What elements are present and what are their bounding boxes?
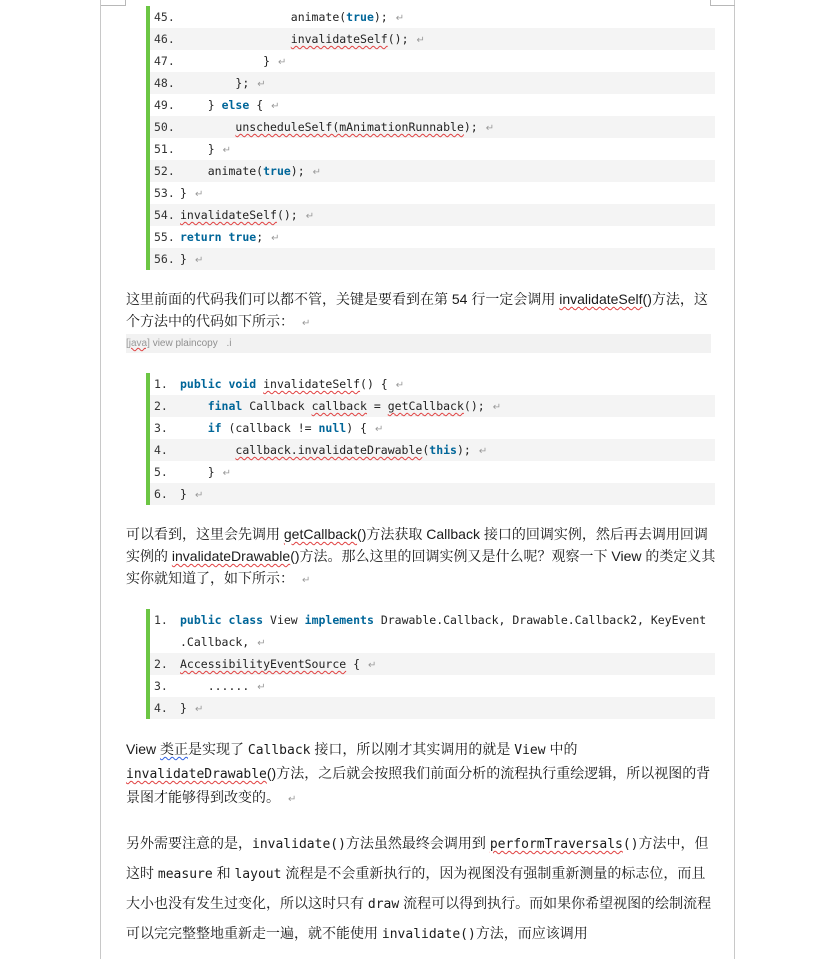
callback-code: Callback — [247, 743, 311, 758]
paragraph-3-word: 类正 — [159, 741, 188, 757]
code-line — [150, 697, 715, 719]
code-keyword: this — [429, 443, 457, 457]
code-token: Drawable.Callback, Drawable.Callback2, KeyEvent — [373, 613, 707, 627]
code-keyword: public class — [180, 613, 271, 627]
paragraph-mark: ↵ — [194, 490, 204, 501]
code-text — [180, 373, 715, 395]
paragraph-4-text-d: 和 — [212, 865, 235, 881]
line-number: 51. — [154, 142, 175, 156]
code-text — [180, 395, 715, 417]
code-text — [180, 697, 715, 719]
paragraph-4-text-e: 流程是不会重新执行的，因为视图没有强制重新测量的标志位，而且大小也没有发生过变化，所以这时只有 — [126, 865, 706, 911]
line-number: 2. — [154, 399, 168, 413]
code-token: Callback — [242, 399, 312, 413]
line-number: 52. — [154, 164, 175, 178]
line-number: 3. — [154, 421, 168, 435]
line-number: 47. — [154, 54, 175, 68]
code-line — [150, 204, 715, 226]
line-number: 4. — [154, 443, 168, 457]
paragraph-mark: ↵ — [257, 682, 266, 693]
code-token: ...... — [207, 679, 250, 693]
perform-traversals-parens: () — [622, 837, 639, 852]
code-token: AccessibilityEventSource — [180, 657, 347, 671]
code-text — [180, 72, 715, 94]
paragraph-mark: ↵ — [302, 318, 311, 329]
code-text — [180, 160, 715, 182]
paragraph-mark: ↵ — [257, 638, 266, 649]
code-keyword: if — [207, 421, 222, 435]
line-number: 1. — [154, 377, 168, 391]
paragraph-3-text-b: 是实现了 — [187, 741, 248, 757]
layout-code: layout — [234, 867, 282, 882]
paragraph-mark: ↵ — [305, 211, 315, 222]
paragraph-2-text-b: ()方法获取 Callback 接口的回调实例，然后再去调用回调实例的 — [126, 526, 708, 564]
code-text — [180, 94, 715, 116]
code-token: }; — [235, 76, 250, 90]
code-line — [150, 461, 715, 483]
code-token: (); — [463, 399, 485, 413]
code-token: invalidateSelf — [180, 208, 277, 222]
line-number: 46. — [154, 32, 175, 46]
line-number: 54. — [154, 208, 175, 222]
code-line — [150, 6, 715, 28]
paragraph-mark: ↵ — [302, 575, 311, 586]
get-callback-link: getCallback — [283, 526, 358, 542]
code-keyword: else — [221, 98, 250, 112]
code-token: () { — [360, 377, 388, 391]
view-code: View — [514, 743, 546, 758]
measure-code: measure — [157, 867, 213, 882]
code-block-3 — [146, 609, 715, 719]
code-line — [150, 395, 715, 417]
page-left-edge — [100, 0, 101, 959]
paragraph-mark: ↵ — [271, 101, 280, 112]
code-token: ); — [463, 120, 478, 134]
code-token: .Callback, — [180, 635, 250, 649]
code-keyword: final — [207, 399, 243, 413]
line-number: 5. — [154, 465, 168, 479]
code-line — [150, 248, 715, 270]
paragraph-4-text-f: 流程可以得到执行。而如果你希望视图的绘制流程可以完完整整地重新走一遍，就不能使用 — [126, 895, 712, 941]
code-token: } — [180, 487, 187, 501]
paragraph-mark: ↵ — [194, 189, 204, 200]
line-number: 1. — [154, 613, 168, 627]
code-text — [180, 226, 715, 248]
paragraph-2-text-a: 可以看到，这里会先调用 — [126, 526, 284, 542]
paragraph-3-text-e: ()方法，之后就会按照我们前面分析的流程执行重绘逻辑，所以视图的背景图才能够得到改变的。 — [126, 765, 711, 805]
java-lang-label[interactable]: [java] — [126, 338, 150, 349]
code-line — [150, 160, 715, 182]
line-number: 2. — [154, 657, 168, 671]
code-token: unscheduleSelf(mAnimationRunnable — [235, 120, 464, 134]
perform-traversals-code: performTraversals — [489, 837, 623, 852]
code-line — [150, 675, 715, 697]
paragraph-mark: ↵ — [222, 468, 232, 479]
paragraph-mark: ↵ — [194, 704, 204, 715]
code-token: ( — [422, 443, 430, 457]
paragraph-mark: ↵ — [485, 123, 495, 134]
paragraph-mark: ↵ — [395, 13, 405, 24]
invalidate-code-2: invalidate() — [381, 927, 476, 942]
code-keyword: return — [180, 230, 222, 244]
line-number: 49. — [154, 98, 175, 112]
code-token: callback — [311, 399, 367, 413]
code-token: ) { — [346, 421, 367, 435]
code-text — [180, 461, 715, 483]
line-number: 3. — [154, 679, 168, 693]
view-plaincopy-link[interactable]: view plaincopy — [152, 338, 218, 349]
code-text — [180, 6, 715, 28]
paragraph-mark: ↵ — [222, 145, 232, 156]
code-token: } — [207, 142, 215, 156]
code-text — [180, 50, 715, 72]
paragraph-mark: ↵ — [312, 167, 322, 178]
code-line — [150, 609, 715, 631]
paragraph-4-text-g: 方法，而应该调用 — [475, 925, 588, 941]
code-text — [180, 204, 715, 226]
code-block-1 — [146, 6, 715, 270]
code-token: animate( — [290, 10, 347, 24]
code-keyword: true — [263, 164, 291, 178]
code-line — [150, 50, 715, 72]
code-token: invalidateSelf — [263, 377, 361, 391]
paragraph-mark: ↵ — [478, 446, 488, 457]
line-number: 48. — [154, 76, 175, 90]
code-line — [150, 653, 715, 675]
code-token: } — [207, 98, 222, 112]
code-text — [180, 248, 715, 270]
code-token: (); — [387, 32, 409, 46]
code-token: ); — [373, 10, 388, 24]
paragraph-1-text-b: ()方法，这个方法中的代码如下所示： — [126, 291, 708, 329]
code-keyword: null — [318, 421, 347, 435]
code-token: View — [270, 613, 305, 627]
page-right-edge — [734, 0, 735, 959]
code-text — [180, 653, 715, 675]
code-line — [150, 94, 715, 116]
code-token: (); — [276, 208, 298, 222]
invalidate-code: invalidate() — [252, 837, 346, 852]
code-line — [150, 116, 715, 138]
invalidate-drawable-link: invalidateDrawable — [171, 548, 291, 564]
line-number: 4. — [154, 701, 168, 715]
paragraph-3-text-d: 中的 — [545, 741, 578, 757]
code-keyword: true — [346, 10, 374, 24]
code-line — [150, 483, 715, 505]
code-token: ); — [456, 443, 471, 457]
code-text — [180, 417, 715, 439]
code-keyword: public void — [180, 377, 264, 391]
code-line — [150, 182, 715, 204]
code-text — [180, 28, 715, 50]
code-token: } — [180, 252, 187, 266]
code-text — [180, 609, 715, 631]
paragraph-4 — [126, 829, 716, 949]
code-token: { — [346, 657, 361, 671]
paragraph-2-text-c: ()方法。那么这里的回调实例又是什么呢？观察一下 View 的类定义其实你就知道了，如下所示： — [126, 548, 716, 586]
code-token: } — [207, 465, 215, 479]
paragraph-4-text-a: 另外需要注意的是， — [126, 835, 252, 851]
paragraph-mark: ↵ — [257, 79, 266, 90]
code-line — [150, 226, 715, 248]
code-toolbar — [126, 334, 711, 353]
paragraph-3 — [126, 738, 716, 811]
code-text — [180, 116, 715, 138]
code-line — [150, 439, 715, 461]
paragraph-3-text-c: 接口，所以刚才其实调用的就是 — [310, 741, 515, 757]
paragraph-mark: ↵ — [368, 660, 377, 671]
paragraph-mark: ↵ — [194, 255, 204, 266]
line-number: 6. — [154, 487, 168, 501]
paragraph-1-text-a: 这里前面的代码我们可以都不管，关键是要看到在第 54 行一定会调用 — [126, 291, 560, 307]
paragraph-4-text-c: 方法中，但这时 — [126, 835, 709, 881]
paragraph-3-text-a: View — [126, 741, 160, 757]
code-token: callback.invalidateDrawable — [235, 443, 423, 457]
paragraph-mark: ↵ — [288, 794, 297, 805]
paragraph-mark: ↵ — [395, 380, 405, 391]
paragraph-mark: ↵ — [374, 424, 384, 435]
code-line — [150, 417, 715, 439]
code-token: getCallback — [387, 399, 464, 413]
code-token: } — [180, 186, 187, 200]
code-line — [150, 373, 715, 395]
code-token: } — [263, 54, 271, 68]
code-token: { — [249, 98, 264, 112]
code-text — [180, 675, 715, 697]
code-keyword: true — [228, 230, 257, 244]
line-number: 45. — [154, 10, 175, 24]
code-text — [180, 631, 715, 653]
code-token: = — [366, 399, 388, 413]
code-line — [150, 138, 715, 160]
code-line — [150, 28, 715, 50]
code-token: invalidateSelf — [290, 32, 388, 46]
code-token: ); — [290, 164, 305, 178]
code-text — [180, 182, 715, 204]
paragraph-2 — [126, 523, 716, 592]
code-line — [150, 631, 715, 653]
code-text — [180, 138, 715, 160]
code-token: } — [180, 701, 187, 715]
line-number: 55. — [154, 230, 175, 244]
paragraph-4-text-b: 方法虽然最终会调用到 — [345, 835, 490, 851]
code-token: animate( — [207, 164, 264, 178]
line-number: 50. — [154, 120, 175, 134]
code-text — [180, 439, 715, 461]
code-line — [150, 72, 715, 94]
page-corner-left — [101, 0, 126, 6]
invalidate-drawable-code: invalidateDrawable — [126, 767, 267, 782]
code-token: (callback != — [221, 421, 319, 435]
code-token: ; — [256, 230, 264, 244]
draw-code: draw — [367, 897, 400, 912]
paragraph-mark: ↵ — [492, 402, 502, 413]
code-text — [180, 483, 715, 505]
line-number: 53. — [154, 186, 175, 200]
paragraph-mark: ↵ — [278, 57, 287, 68]
paragraph-mark: ↵ — [271, 233, 280, 244]
code-block-2 — [146, 373, 715, 505]
paragraph-mark: ↵ — [416, 35, 425, 46]
code-keyword: implements — [304, 613, 374, 627]
line-number: 56. — [154, 252, 175, 266]
paragraph-1 — [126, 288, 716, 335]
toolbar-extra: .i — [226, 338, 232, 349]
invalidate-self-link: invalidateSelf — [559, 291, 643, 307]
